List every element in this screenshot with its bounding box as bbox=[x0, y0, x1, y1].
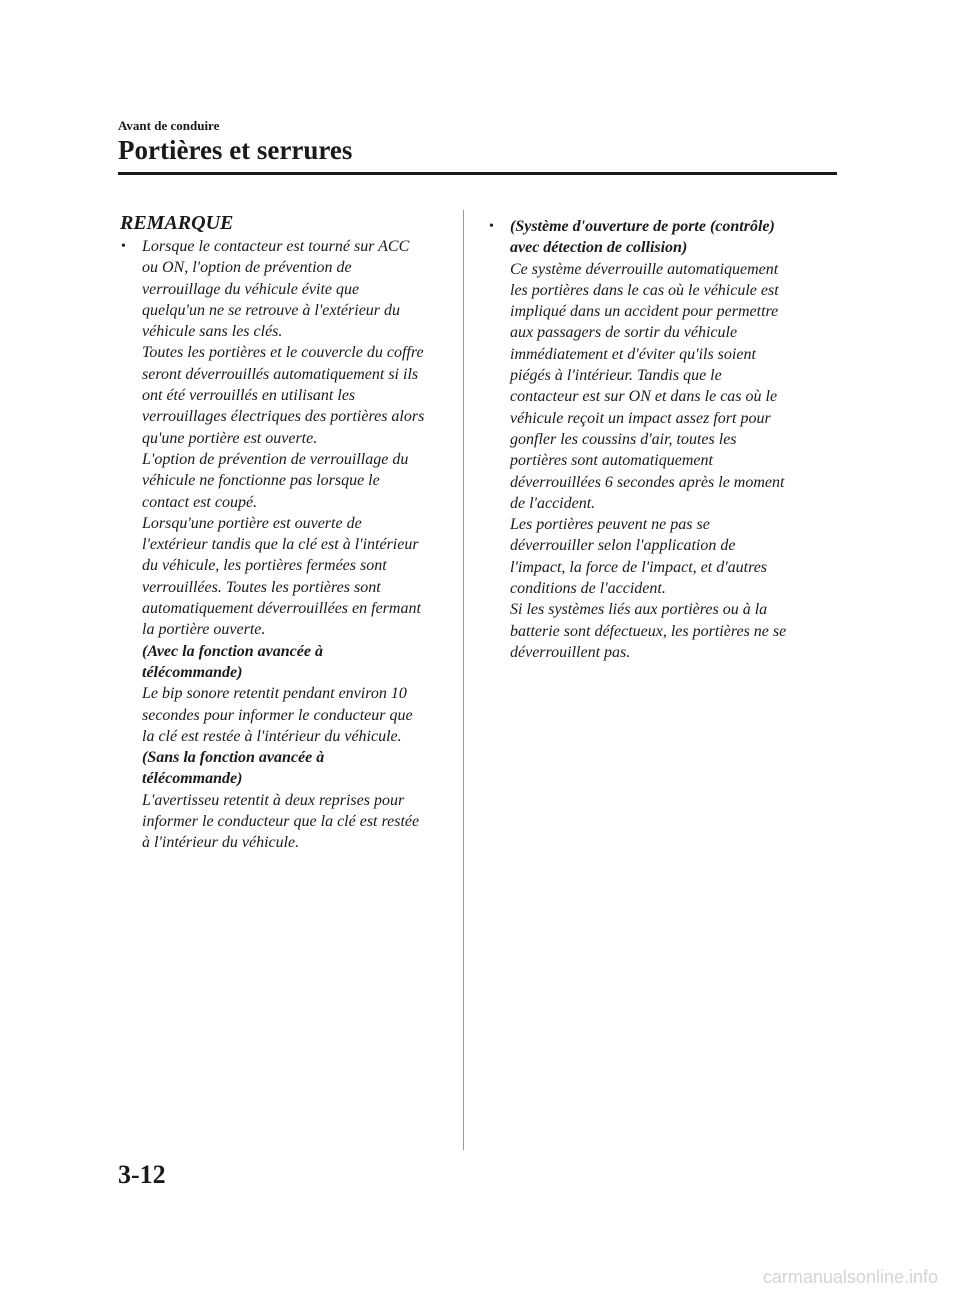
text-line: du véhicule, les portières fermées sont bbox=[142, 557, 387, 575]
text-line: seront déverrouillés automatiquement si ils bbox=[142, 365, 419, 383]
page-title: Portières et serrures bbox=[118, 135, 353, 165]
text-line: verrouillées. Toutes les portières sont bbox=[142, 578, 381, 596]
text-line: secondes pour informer le conducteur que bbox=[142, 706, 413, 724]
text-line: conditions de l'accident. bbox=[510, 580, 666, 598]
page-number: 3-12 bbox=[118, 1160, 166, 1189]
text-line: informer le conducteur que la clé est restée bbox=[142, 813, 420, 831]
bullet-icon: • bbox=[489, 219, 494, 234]
text-line: Lorsqu'une portière est ouverte de bbox=[142, 514, 362, 532]
subheading-line: (Sans la fonction avancée à bbox=[142, 749, 325, 767]
text-line: verrouillages électriques des portières alors bbox=[142, 408, 425, 426]
left-column bbox=[121, 236, 451, 854]
text-line: déverrouillent pas. bbox=[510, 643, 631, 661]
text-line: quelqu'un ne se retrouve à l'extérieur du bbox=[142, 301, 401, 319]
text-line: Les portières peuvent ne pas se bbox=[510, 516, 710, 534]
text-line: automatiquement déverrouillées en fermant bbox=[142, 600, 421, 618]
text-line: L'option de prévention de verrouillage du bbox=[142, 450, 409, 468]
text-line: contact est coupé. bbox=[142, 493, 258, 511]
text-line: Le bip sonore retentit pendant environ 10 bbox=[142, 685, 407, 703]
text-line: Ce système déverrouille automatiquement bbox=[510, 260, 779, 278]
text-line: contacteur est sur ON et dans le cas où le bbox=[510, 388, 778, 406]
text-line: de l'accident. bbox=[510, 494, 596, 512]
note-bullet-item bbox=[489, 216, 819, 663]
text-line: Lorsque le contacteur est tourné sur ACC bbox=[142, 238, 410, 255]
text-line: véhicule reçoit un impact assez fort pour bbox=[510, 409, 771, 427]
subheading-line: télécommande) bbox=[142, 663, 243, 681]
text-line: l'extérieur tandis que la clé est à l'intérieur bbox=[142, 536, 419, 554]
text-line: qu'une portière est ouverte. bbox=[142, 429, 318, 447]
text-line: impliqué dans un accident pour permettre bbox=[510, 303, 779, 321]
text-line: gonfler les coussins d'air, toutes les bbox=[510, 430, 737, 448]
text-line: la clé est restée à l'intérieur du véhicule. bbox=[142, 727, 402, 745]
text-line: portières sont automatiquement bbox=[510, 452, 713, 470]
column-divider bbox=[463, 210, 464, 1150]
text-line: l'impact, la force de l'impact, et d'autres bbox=[510, 558, 768, 576]
title-rule bbox=[118, 172, 837, 175]
subheading-line: (Système d'ouverture de porte (contrôle) bbox=[510, 218, 775, 235]
text-line: immédiatement et d'éviter qu'ils soient bbox=[510, 345, 756, 363]
subheading-line: télécommande) bbox=[142, 770, 243, 788]
subheading-line: (Avec la fonction avancée à bbox=[142, 642, 323, 660]
text-line: véhicule ne fonctionne pas lorsque le bbox=[142, 472, 380, 490]
subheading-line: avec détection de collision) bbox=[510, 239, 688, 257]
text-line: L'avertisseu retentit à deux reprises pour bbox=[142, 791, 405, 809]
watermark: carmanualsonline.info bbox=[762, 1267, 938, 1287]
section-label: Avant de conduire bbox=[118, 118, 220, 133]
text-line: piégés à l'intérieur. Tandis que le bbox=[510, 367, 722, 385]
text-line: Si les systèmes liés aux portières ou à la bbox=[510, 601, 768, 619]
text-line: ou ON, l'option de prévention de bbox=[142, 259, 352, 277]
text-line: véhicule sans les clés. bbox=[142, 323, 283, 341]
note-bullet-item bbox=[121, 236, 451, 854]
text-line: Toutes les portières et le couvercle du coffre bbox=[142, 344, 424, 362]
note-heading: REMARQUE bbox=[120, 212, 234, 234]
text-line: aux passagers de sortir du véhicule bbox=[510, 324, 738, 342]
text-line: la portière ouverte. bbox=[142, 621, 266, 639]
bullet-icon: • bbox=[121, 239, 126, 254]
text-line: déverrouiller selon l'application de bbox=[510, 537, 736, 555]
text-line: à l'intérieur du véhicule. bbox=[142, 834, 300, 852]
text-line: déverrouillées 6 secondes après le moment bbox=[510, 473, 785, 491]
text-line: batterie sont défectueux, les portières ne se bbox=[510, 622, 787, 640]
text-line: les portières dans le cas où le véhicule est bbox=[510, 281, 779, 299]
text-line: ont été verrouillés en utilisant les bbox=[142, 387, 356, 405]
right-column bbox=[489, 216, 819, 663]
text-line: verrouillage du véhicule évite que bbox=[142, 280, 360, 298]
